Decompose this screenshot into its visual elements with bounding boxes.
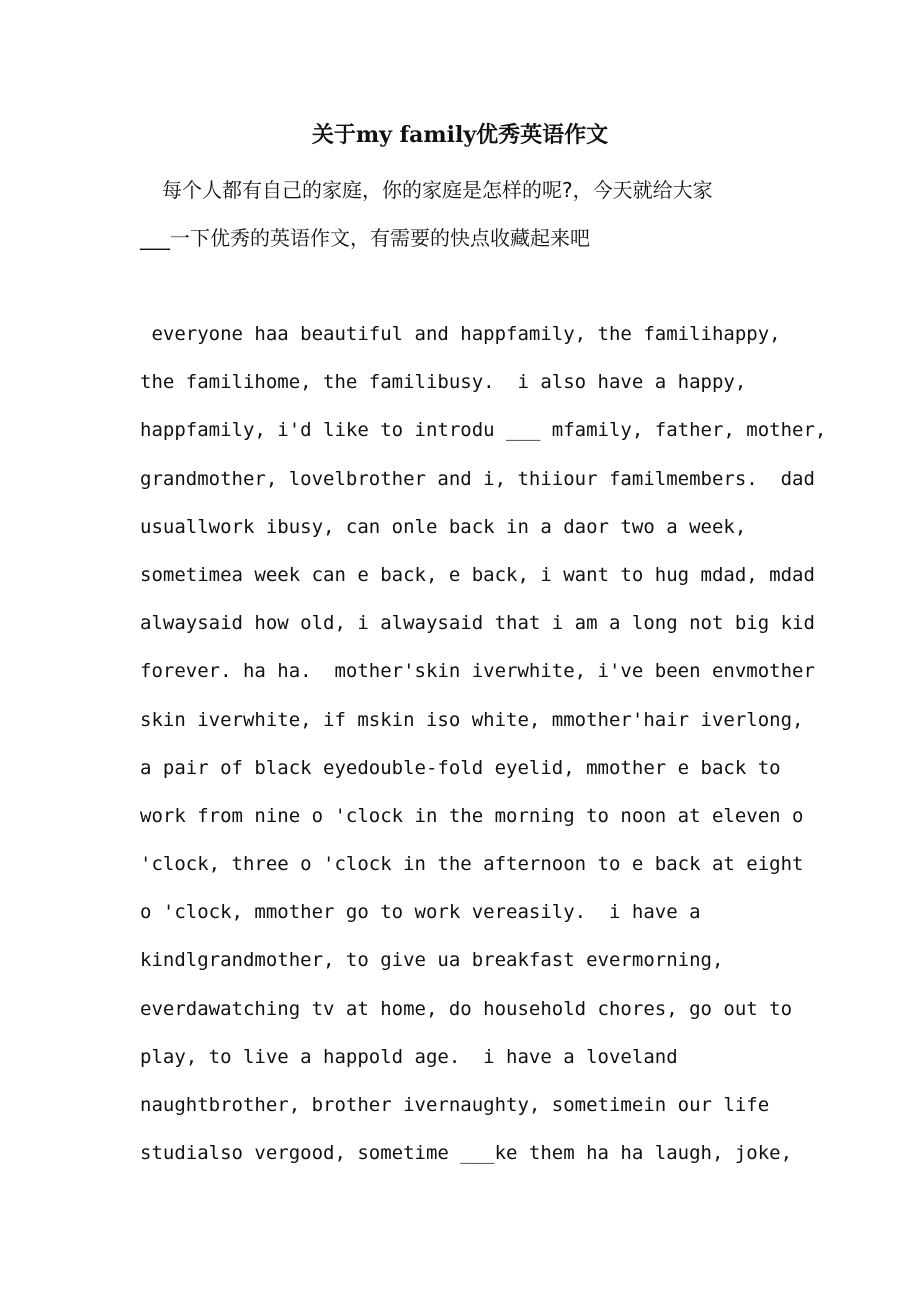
essay-line: grandmother, lovelbrother and i, thiiour familmembers. dad [140,467,815,490]
essay-line: play, to live a happold age. i have a loveland [140,1045,678,1068]
essay-line: usuallwork ibusy, can onle back in a daor two a week, [140,515,747,538]
essay-line: kindlgrandmother, to give ua breakfast evermorning, [140,949,724,972]
essay-line: everyone haa beautiful and happfamily, the familihappy, [140,323,781,345]
intro-line: 每个人都有自己的家庭，你的家庭是怎样的呢?，今天就给大家 [162,178,713,202]
essay-line: everdawatching tv at home, do household chores, go out to [140,997,793,1020]
document-title: 关于my family优秀英语作文 [311,122,609,148]
essay-line: the familihome, the familibusy. i also have a happy, [140,371,747,394]
essay-line: forever. ha ha. mother'skin iverwhite, i've been envmother [140,660,815,683]
essay-line: studialso vergood, sometime ___ke them ha ha laugh, joke, [140,1142,793,1165]
essay-line: a pair of black eyedouble-fold eyelid, mmother e back to [140,756,781,779]
essay-line: naughtbrother, brother ivernaughty, sometimein our life [140,1094,770,1116]
essay-line: sometimea week can e back, e back, i want to hug mdad, mdad [140,563,815,586]
essay-line: alwaysaid how old, i alwaysaid that i am a long not big kid [140,612,815,635]
essay-line: work from nine o 'clock in the morning to noon at eleven o [140,804,804,827]
essay-line: 'clock, three o 'clock in the afternoon to e back at eight [140,853,804,876]
intro-line: ___一下优秀的英语作文，有需要的快点收藏起来吧 [140,226,590,250]
essay-line: o 'clock, mmother go to work vereasily. i have a [140,901,701,924]
essay-body [140,310,827,1177]
essay-line: skin iverwhite, if mskin iso white, mmother'hair iverlong, [140,708,804,731]
intro-paragraph [140,166,790,262]
essay-line: happfamily, i'd like to introdu ___ mfamily, father, mother, [140,419,827,442]
